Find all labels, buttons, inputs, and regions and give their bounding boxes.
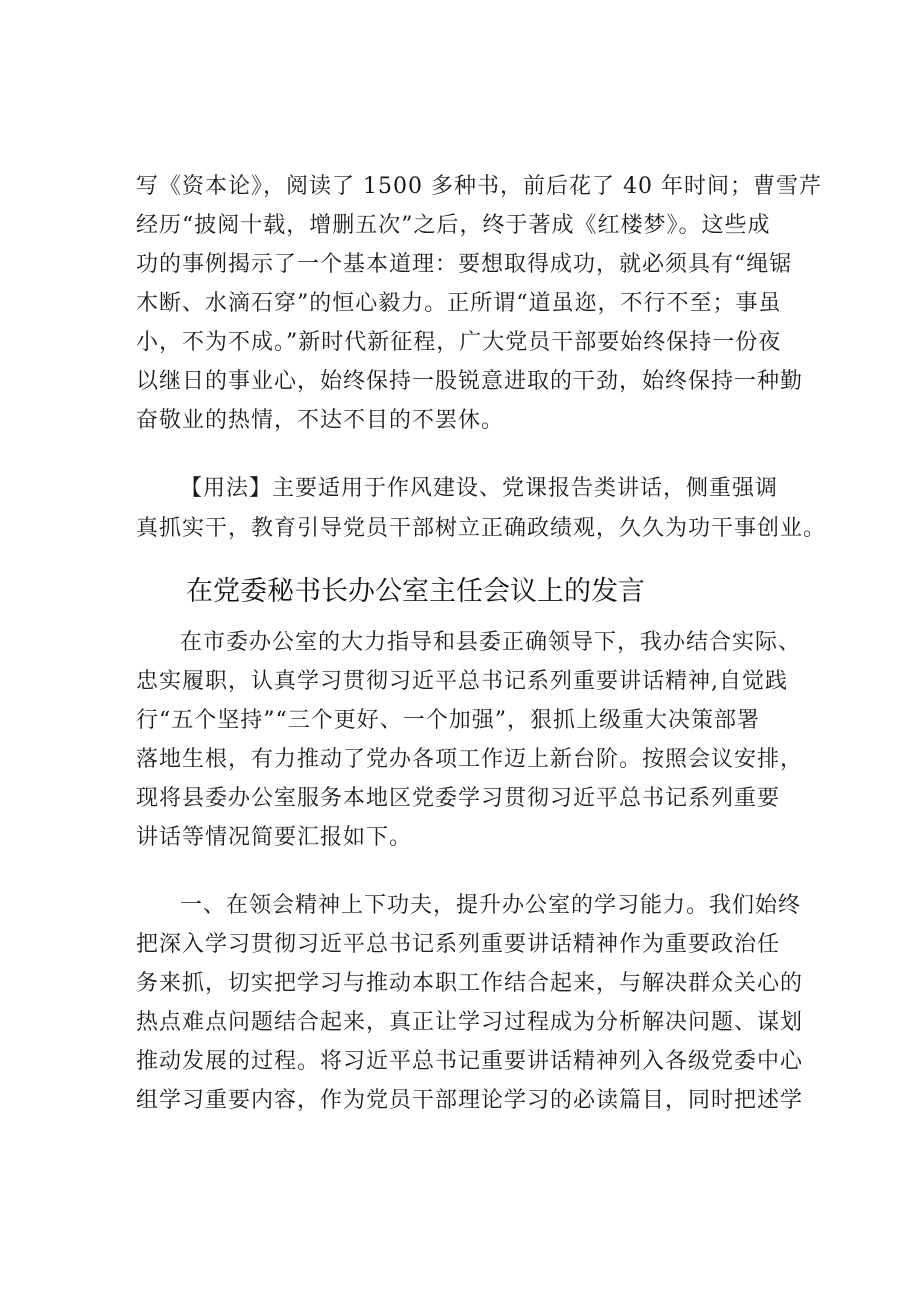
paragraph-3-line: 把深入学习贯彻习近平总书记系列重要讲话精神作为重要政治任 xyxy=(136,932,781,957)
paragraph-1-line: 以继日的事业心，始终保持一股锐意进取的干劲，始终保持一种勤 xyxy=(136,369,804,394)
speech-title: 在党委秘书长办公室主任会议上的发言 xyxy=(186,576,645,607)
paragraph-1-line: 功的事例揭示了一个基本道理：要想取得成功，就必须具有“绳锯 xyxy=(136,252,793,277)
paragraph-2-line: 行“五个坚持”“三个更好、一个加强”，狠抓上级重大决策部署 xyxy=(136,708,760,733)
paragraph-3-line: 热点难点问题结合起来，真正让学习过程成为分析解决问题、谋划 xyxy=(136,1010,804,1035)
paragraph-2-line: 讲话等情况简要汇报如下。 xyxy=(136,825,413,850)
paragraph-1-line: 小，不为不成。”新时代新征程，广大党员干部要始终保持一份夜 xyxy=(136,330,782,355)
paragraph-3-line: 一、在领会精神上下功夫，提升办公室的学习能力。我们始终 xyxy=(180,893,802,918)
paragraph-1-line: 奋敬业的热情，不达不目的不罢休。 xyxy=(136,408,505,433)
paragraph-2-line: 忠实履职，认真学习贯彻习近平总书记系列重要讲话精神,自觉践 xyxy=(136,669,788,694)
paragraph-3-line: 推动发展的过程。将习近平总书记重要讲话精神列入各级党委中心 xyxy=(136,1049,804,1074)
paragraph-2-line: 在市委办公室的大力指导和县委正确领导下，我办结合实际、 xyxy=(180,630,802,655)
paragraph-2-line: 落地生根，有力推动了党办各项工作迈上新台阶。按照会议安排， xyxy=(136,747,804,772)
usage-note-line: 【用法】主要适用于作风建设、党课报告类讲话，侧重强调 xyxy=(180,476,779,501)
usage-note-line: 真抓实干，教育引导党员干部树立正确政绩观，久久为功干事创业。 xyxy=(136,516,827,541)
paragraph-1-line: 写《资本论》，阅读了 1500 多种书，前后花了 40 年时间；曹雪芹 xyxy=(136,174,822,199)
paragraph-1-line: 木断、水滴石穿”的恒心毅力。正所谓“道虽迩，不行不至；事虽 xyxy=(136,291,782,316)
paragraph-3-line: 组学习重要内容，作为党员干部理论学习的必读篇目，同时把述学 xyxy=(136,1088,804,1113)
paragraph-1-line: 经历“披阅十载，增删五次”之后，终于著成《红楼梦》。这些成 xyxy=(136,213,771,238)
paragraph-2-line: 现将县委办公室服务本地区党委学习贯彻习近平总书记系列重要 xyxy=(136,786,781,811)
paragraph-3-line: 务来抓，切实把学习与推动本职工作结合起来，与解决群众关心的 xyxy=(136,971,804,996)
